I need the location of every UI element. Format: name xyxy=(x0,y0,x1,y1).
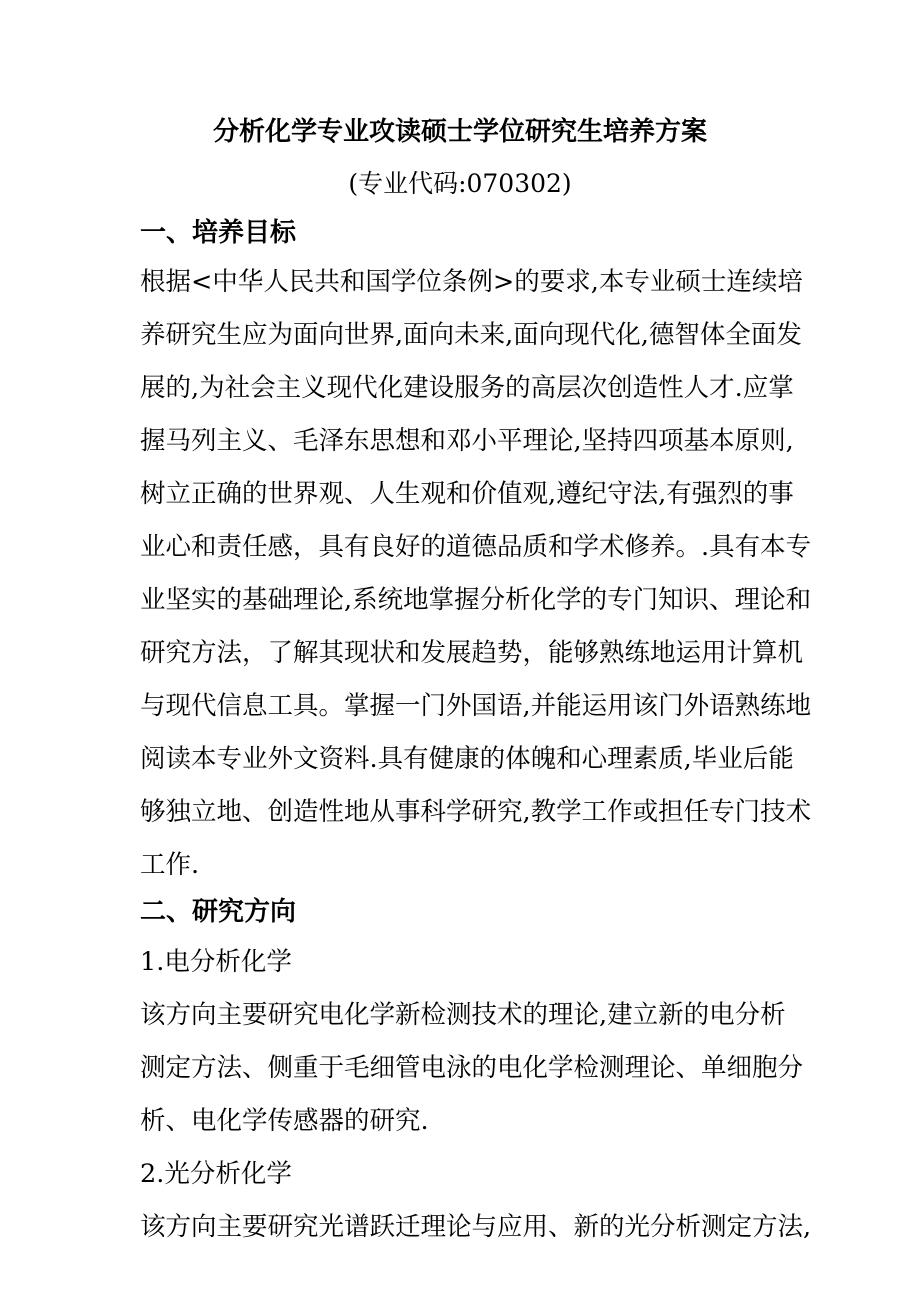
document-title: 分析化学专业攻读硕士学位研究生培养方案 xyxy=(212,117,707,147)
section1-line: 养研究生应为面向世界,面向未来,面向现代化,德智体全面发 xyxy=(140,320,802,350)
section1-line: 根据<中华人民共和国学位条例>的要求,本专业硕士连续培 xyxy=(140,267,803,297)
section1-line: 研究方法，了解其现状和发展趋势，能够熟练地运用计算机 xyxy=(140,638,804,668)
section1-line: 够独立地、创造性地从事科学研究,教学工作或担任专门技术 xyxy=(140,797,812,827)
section1-heading: 一、培养目标 xyxy=(140,218,297,248)
section1-line: 树立正确的世界观、人生观和价值观,遵纪守法,有强烈的事 xyxy=(140,479,794,509)
section1-line: 阅读本专业外文资料.具有健康的体魄和心理素质,毕业后能 xyxy=(140,744,794,774)
section1-line: 业坚实的基础理论,系统地掌握分析化学的专门知识、理论和 xyxy=(140,585,812,615)
direction1-title: 1.电分析化学 xyxy=(140,947,292,977)
direction1-line: 该方向主要研究电化学新检测技术的理论,建立新的电分析 xyxy=(140,1000,786,1030)
section1-line: 与现代信息工具。掌握一门外国语,并能运用该门外语熟练地 xyxy=(140,691,812,721)
direction2-line: 该方向主要研究光谱跃迁理论与应用、新的光分析测定方法, xyxy=(140,1212,812,1242)
section2-heading: 二、研究方向 xyxy=(140,897,297,927)
document-subtitle: (专业代码:070302) xyxy=(348,169,572,198)
section1-line: 展的,为社会主义现代化建设服务的高层次创造性人才.应掌 xyxy=(140,373,794,403)
direction2-title: 2.光分析化学 xyxy=(140,1159,292,1189)
section1-line: 握马列主义、毛泽东思想和邓小平理论,坚持四项基本原则, xyxy=(140,426,794,456)
direction1-line: 测定方法、侧重于毛细管电泳的电化学检测理论、单细胞分 xyxy=(140,1053,804,1083)
direction1-line: 析、电化学传感器的研究. xyxy=(140,1106,429,1136)
section1-line: 工作. xyxy=(140,850,200,880)
section1-line: 业心和责任感，具有良好的道德品质和学术修养。.具有本专 xyxy=(140,532,812,562)
